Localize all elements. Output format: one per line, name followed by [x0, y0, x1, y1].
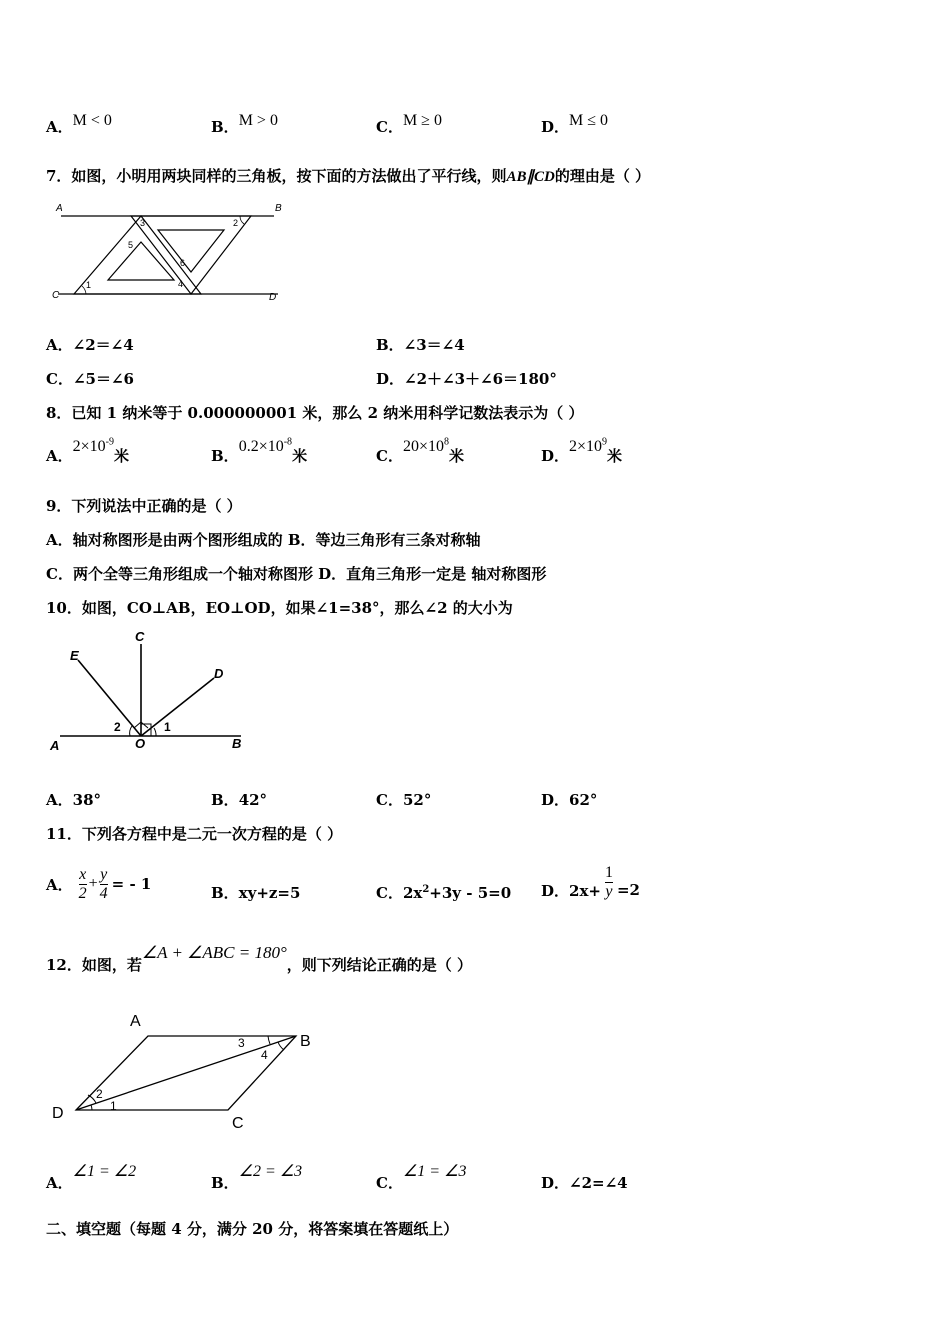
q11-option-d: D．2x+ $\frac{1}{y}$ =2	[541, 863, 640, 900]
q8-option-a: A．$2\times 10^{-9}$米	[46, 436, 130, 465]
q7-option-b: B．∠3＝∠4	[376, 336, 465, 354]
q11-option-a: A． $\frac{x}{2}$ + $\frac{y}{4}$ = - 1	[46, 865, 152, 902]
q12-angle-1: 1	[110, 1099, 117, 1113]
q9-options-line2: C．两个全等三角形组成一个轴对称图形 D．直角三角形一定是 轴对称图形	[46, 565, 547, 583]
q12-option-d: D．∠2=∠4	[541, 1174, 628, 1192]
q8-option-c: C．$20\times 10^8$米	[376, 436, 464, 465]
q7-angle-6: 6	[180, 258, 186, 268]
q10-stem: 10．如图，CO⊥AB，EO⊥OD，如果∠1=38°，那么∠2 的大小为	[46, 599, 513, 617]
q7-angle-5: 5	[128, 240, 134, 250]
q7-figure	[46, 196, 296, 306]
q9-options-line1: A．轴对称图形是由两个图形组成的 B．等边三角形有三条对称轴	[46, 531, 481, 549]
q10-option-c: C．52°	[376, 791, 432, 809]
q11-stem: 11．下列各方程中是二元一次方程的是（ ）	[46, 825, 343, 843]
q9-stem: 9．下列说法中正确的是（ ）	[46, 497, 242, 515]
q7-angle-3: 3	[140, 218, 146, 228]
q7-stem: 7．如图，小明用两块同样的三角板，按下面的方法做出了平行线，则AB∥CD的理由是（ ）	[46, 167, 651, 185]
q12-figure	[46, 1006, 336, 1136]
q7-label-d: D	[269, 292, 277, 303]
q8-option-b: B．$0.2\times 10^{-8}$米	[211, 436, 308, 465]
q6-option-b: B．M > 0	[211, 112, 278, 136]
q7-option-d: D．∠2＋∠3＋∠6＝180°	[376, 370, 557, 388]
q12-label-a: A	[130, 1013, 141, 1030]
q10-label-c: C	[135, 629, 145, 644]
q7-option-c: C．∠5＝∠6	[46, 370, 134, 388]
q12-angle-4: 4	[261, 1048, 268, 1062]
q10-option-a: A．38°	[46, 791, 102, 809]
q10-figure	[46, 628, 256, 758]
q7-angle-4: 4	[178, 279, 184, 289]
q12-label-b: B	[300, 1033, 311, 1050]
q10-option-d: D．62°	[541, 791, 598, 809]
q7-angle-1: 1	[86, 280, 92, 290]
q11-option-c: C．$2x^2+3y - 5=0$	[376, 884, 512, 902]
q10-label-e: E	[70, 648, 79, 663]
q6-option-a: A．M < 0	[46, 112, 112, 136]
q7-label-a: A	[56, 203, 63, 214]
q10-label-d: D	[214, 666, 224, 681]
q10-label-a: A	[50, 738, 60, 753]
q12-option-b: B．∠2 = ∠3	[211, 1163, 303, 1192]
q10-angle-2: 2	[114, 720, 121, 734]
q11-option-b: B．xy+z=5	[211, 884, 301, 902]
q10-label-b: B	[232, 736, 242, 751]
q12-option-a: A．∠1 = ∠2	[46, 1163, 137, 1192]
q8-stem: 8．已知 1 纳米等于 0.000000001 米，那么 2 纳米用科学记数法表示为（ ）	[46, 404, 584, 422]
q7-label-c: C	[52, 290, 60, 301]
q12-label-d: D	[52, 1105, 64, 1122]
q12-angle-2: 2	[96, 1087, 103, 1101]
q7-option-a: A．∠2＝∠4	[46, 336, 134, 354]
q7-angle-2: 2	[233, 218, 239, 228]
q12-angle-3: 3	[238, 1036, 245, 1050]
q12-stem: 12．如图，若∠A + ∠ABC = 180°，则下列结论正确的是（ ）	[46, 943, 473, 974]
q6-option-c: C．M ≥ 0	[376, 112, 442, 136]
q7-label-b: B	[275, 203, 282, 214]
section-2-heading: 二、填空题（每题 4 分，满分 20 分，将答案填在答题纸上）	[46, 1220, 459, 1238]
q6-option-d: D．M ≤ 0	[541, 112, 609, 136]
q12-option-c: C．∠1 = ∠3	[376, 1163, 467, 1192]
q12-label-c: C	[232, 1115, 244, 1132]
q10-label-o: O	[135, 736, 146, 751]
q10-angle-1: 1	[164, 720, 171, 734]
q8-option-d: D．$2\times 10^9$米	[541, 436, 623, 465]
q10-option-b: B．42°	[211, 791, 268, 809]
